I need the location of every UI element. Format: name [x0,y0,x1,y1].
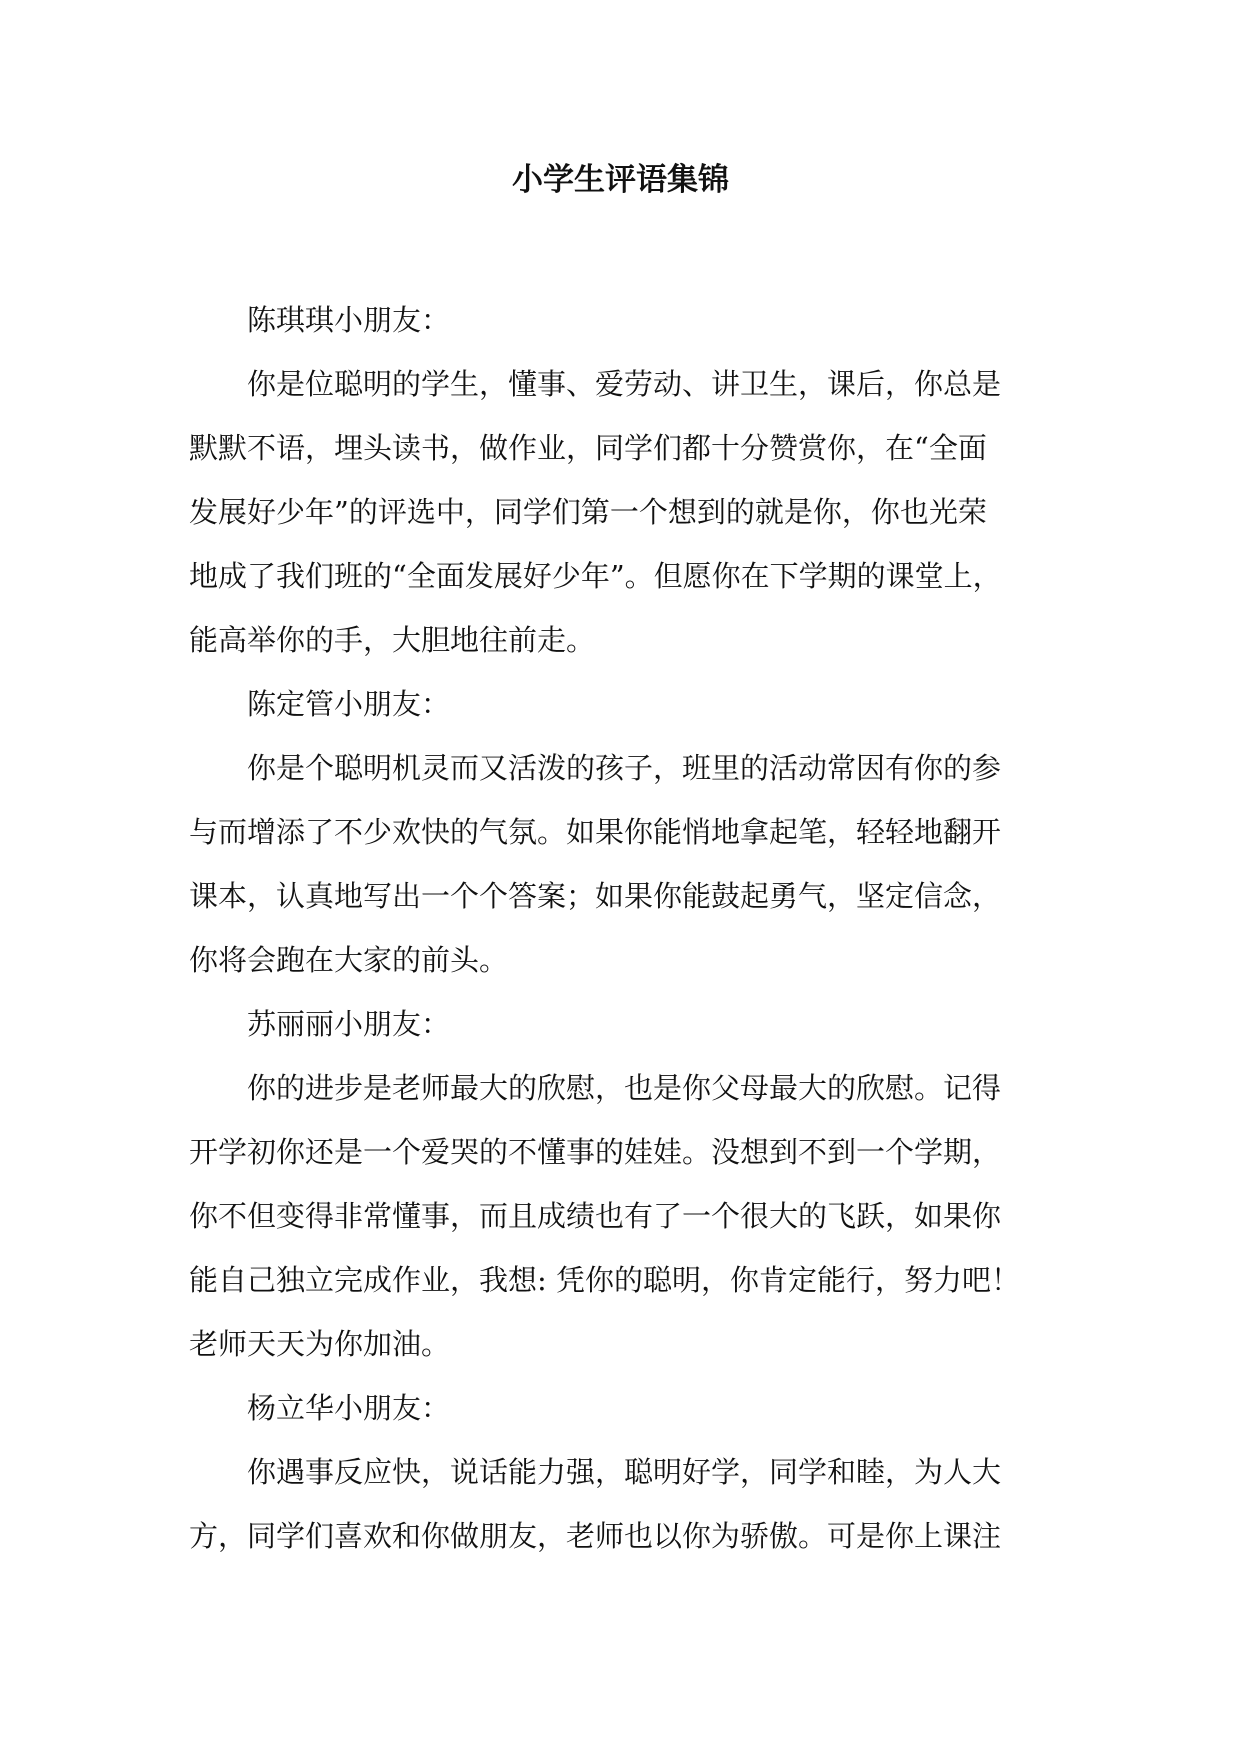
comment-paragraph-yang-lihua [189,1440,1061,1568]
salutation-chen-qiqi: 陈琪琪小朋友： [247,303,451,337]
paragraph-line: 默默不语，埋头读书，做作业，同学们都十分赞赏你，在“全面 [189,431,987,465]
salutation-chen-dingguan: 陈定管小朋友： [247,687,451,721]
salutation-su-lili: 苏丽丽小朋友： [247,1007,451,1041]
paragraph-line: 你不但变得非常懂事，而且成绩也有了一个很大的飞跃，如果你 [189,1199,1002,1233]
salutation-yang-lihua: 杨立华小朋友： [247,1391,451,1425]
document-body [189,288,1061,1568]
paragraph-line: 发展好少年”的评选中，同学们第一个想到的就是你，你也光荣 [189,495,987,529]
document-title: 小学生评语集锦 [512,162,729,198]
paragraph-line: 你是个聪明机灵而又活泼的孩子，班里的活动常因有你的参 [247,751,1002,785]
comment-paragraph-chen-qiqi [189,352,1061,672]
paragraph-line: 与而增添了不少欢快的气氛。如果你能悄地拿起笔，轻轻地翻开 [189,815,1002,849]
paragraph-line: 方，同学们喜欢和你做朋友，老师也以你为骄傲。可是你上课注 [189,1519,1002,1553]
comment-paragraph-su-lili [189,1056,1061,1376]
paragraph-line: 老师天天为你加油。 [189,1327,451,1361]
paragraph-line: 地成了我们班的“全面发展好少年”。但愿你在下学期的课堂上， [189,559,1002,593]
paragraph-line: 你的进步是老师最大的欣慰，也是你父母最大的欣慰。记得 [247,1071,1002,1105]
paragraph-line: 能高举你的手，大胆地往前走。 [189,623,596,657]
paragraph-line: 你遇事反应快，说话能力强，聪明好学，同学和睦，为人大 [247,1455,1002,1489]
comment-paragraph-chen-dingguan [189,736,1061,992]
paragraph-line: 课本，认真地写出一个个答案；如果你能鼓起勇气，坚定信念， [189,879,1002,913]
paragraph-line: 能自己独立完成作业，我想: 凭你的聪明，你肯定能行，努力吧！ [189,1263,1020,1297]
paragraph-line: 你将会跑在大家的前头。 [189,943,509,977]
paragraph-line: 开学初你还是一个爱哭的不懂事的娃娃。没想到不到一个学期， [189,1135,1002,1169]
paragraph-line: 你是位聪明的学生，懂事、爱劳动、讲卫生，课后，你总是 [247,367,1002,401]
